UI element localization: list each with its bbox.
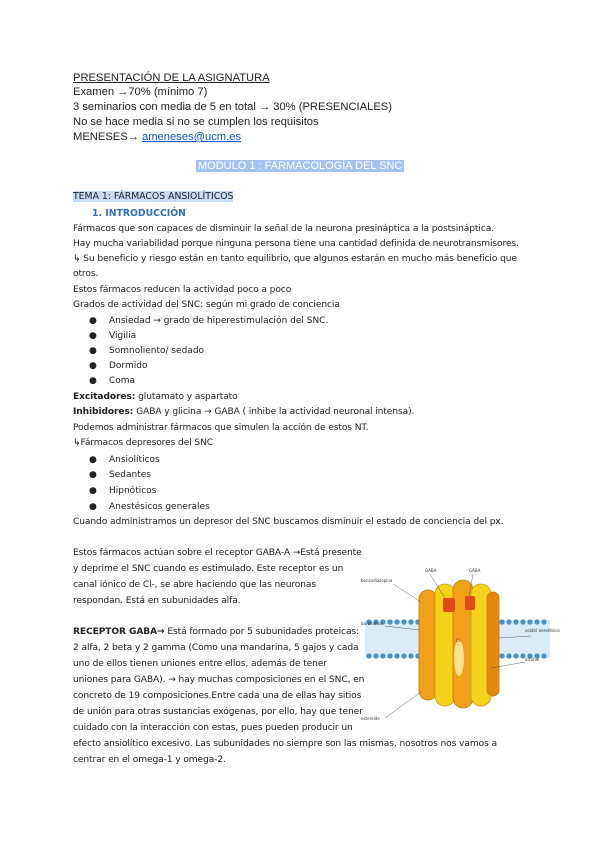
- requirements-line: No se hace media si no se cumplen los requisitos: [73, 116, 319, 128]
- bullet-dot-icon: ●: [89, 331, 97, 341]
- receptor-line: de unión para otras sustancias exógenas, por ello, hay que tener: [73, 707, 363, 717]
- receptor-line: centrar en el omega-1 y omega-2.: [73, 755, 226, 765]
- receptor-line: uniones para GABA). → hay muchas composiciones en el SNC, en: [73, 675, 365, 685]
- label-steroid: esteroide: [361, 716, 380, 721]
- inhibidores-line: [73, 407, 414, 417]
- paragraph-4: Estos fármacos reducen la actividad poco a poco: [73, 285, 292, 295]
- tema-title: TEMA 1: FÁRMACOS ANSIOLÍTICOS: [73, 191, 234, 202]
- section-title: 1. INTRODUCCIÓN: [92, 208, 186, 219]
- bullet-dot-icon: ●: [89, 346, 97, 356]
- excitadores-label: Excitadores:: [73, 392, 136, 402]
- list-item-text: Ansiolíticos: [109, 455, 160, 465]
- exam-line: Examen →70% (mínimo 7): [73, 86, 208, 98]
- gaba-a-line: canal iónico de Cl-, se abre haciendo que las neuronas: [73, 580, 317, 590]
- paragraph-1: Fármacos que son capaces de disminuir la señal de la neurona presináptica a la postsináptica.: [73, 224, 494, 234]
- receptor-line-0: [73, 627, 359, 637]
- inhibidores-text: GABA y glicina → GABA ( inhibe la actividad neuronal intensa).: [133, 407, 415, 417]
- paragraph-2: Hay mucha variabilidad porque ninguna persona tiene una cantidad definida de neurotransmisores.: [73, 239, 519, 249]
- receptor-label: RECEPTOR GABA→: [73, 627, 165, 637]
- receptor-subunits: [419, 580, 499, 708]
- label-alcohol: alcohol: [525, 657, 540, 662]
- list-item: [89, 346, 205, 356]
- presentation-title-text: PRESENTACIÓN DE LA ASIGNATURA: [73, 72, 270, 84]
- seminars-line: 3 seminarios con media de 5 en total → 30% (PRESENCIALES): [73, 101, 392, 113]
- label-ion: Cl⁻: [456, 638, 463, 643]
- label-benzodiazepine: benzodiazepina: [361, 578, 393, 583]
- contact-line: [73, 131, 241, 143]
- list-item: [89, 316, 329, 326]
- list-item-text: Hipnóticos: [109, 486, 157, 496]
- bullet-dot-icon: ●: [89, 376, 97, 386]
- list-item-text: Somnoliento/ sedado: [109, 346, 205, 356]
- list-item-text: Ansiedad → grado de hiperestimulación del SNC.: [109, 316, 329, 326]
- receptor-line-text: Está formado por 5 subunidades proteicas:: [164, 627, 360, 637]
- inhibidores-label: Inhibidores:: [73, 407, 134, 417]
- list-item-text: Vigilia: [109, 331, 137, 341]
- list-item-text: Anestésicos generales: [109, 502, 210, 512]
- bullet-dot-icon: ●: [89, 486, 97, 496]
- receptor-line: cuidado con la interacción con estas, pues pueden producir un: [73, 723, 353, 733]
- label-volatile: volátil anestésico: [525, 628, 560, 633]
- list-item: [89, 470, 151, 480]
- receptor-line: concreto de 19 composiciones.Entre cada una de ellas hay sitios: [73, 691, 362, 701]
- paragraph-3a: ↳ Su beneficio y riesgo están en tanto equilibrio, que algunos estarán en mucho más beneficio que: [73, 254, 517, 264]
- receptor-line: efecto ansiolítico excesivo. Las subunidades no siempre son las mismas, nosotros nos vamos a: [73, 739, 497, 749]
- receptor-line: uno de ellos tienen uniones entre ellos, además de tener: [73, 659, 327, 669]
- bullet-dot-icon: ●: [89, 502, 97, 512]
- paragraph-5: Grados de actividad del SNC: según mi grado de conciencia: [73, 300, 340, 310]
- bullet-dot-icon: ●: [89, 316, 97, 326]
- receptor-line: 2 alfa, 2 beta y 2 gamma (Como una mandarina, 5 gajos y cada: [73, 643, 359, 653]
- list-item: [89, 376, 136, 386]
- gaba-a-line: y deprime el SNC cuando es estimulado. Este receptor es un: [73, 564, 344, 574]
- list-item-text: Coma: [109, 376, 136, 386]
- paragraph-3b: otros.: [73, 269, 99, 279]
- bullet-dot-icon: ●: [89, 470, 97, 480]
- gaba-a-line: respondan. Está en subunidades alfa.: [73, 596, 241, 606]
- label-barbiturate: barbitúrico: [361, 621, 383, 626]
- list-item-text: Sedantes: [109, 470, 151, 480]
- contact-email-link[interactable]: ameneses@ucm.es: [142, 131, 242, 143]
- list-item-text: Dormido: [109, 361, 148, 371]
- depresores-heading: ↳Fármacos depresores del SNC: [73, 438, 214, 448]
- list-item: [89, 455, 160, 465]
- list-item: [89, 486, 157, 496]
- list-item: [89, 502, 210, 512]
- bullet-dot-icon: ●: [89, 361, 97, 371]
- depresor-summary: Cuando administramos un depresor del SNC buscamos disminuir el estado de conciencia del px.: [73, 517, 504, 527]
- contact-prefix: MENESES→: [73, 131, 143, 143]
- excitadores-text: glutamato y aspartato: [135, 392, 238, 402]
- gaba-receptor-diagram: [355, 562, 560, 727]
- administer-line: Podemos administrar fármacos que simulen la acción de estos NT.: [73, 423, 369, 433]
- presentation-title: [73, 72, 270, 84]
- list-item: [89, 331, 137, 341]
- label-gaba-right: GABA: [469, 568, 481, 573]
- bullet-dot-icon: ●: [89, 455, 97, 465]
- list-item: [89, 361, 148, 371]
- excitadores-line: [73, 392, 238, 402]
- gaba-a-line: Estos fármacos actúan sobre el receptor GABA-A →Está presente: [73, 548, 362, 558]
- module-title: MODULO 1 : FARMACOLOGÍA DEL SNC: [198, 160, 403, 172]
- label-gaba-left: GABA: [425, 568, 437, 573]
